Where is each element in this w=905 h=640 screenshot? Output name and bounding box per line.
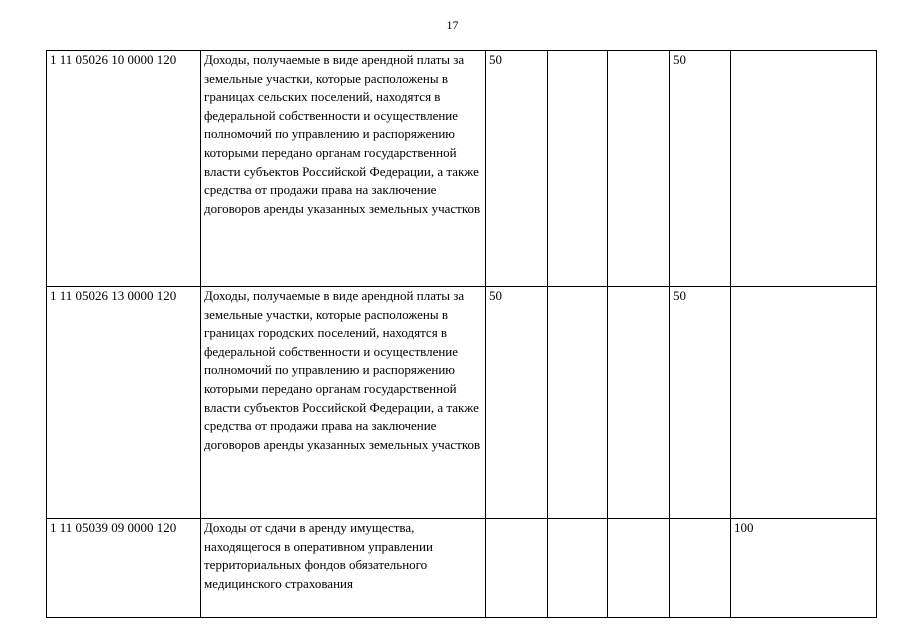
amount-cell-1 [486, 519, 548, 618]
revenue-code-cell: 1 11 05026 13 0000 120 [47, 287, 201, 519]
revenue-code-cell: 1 11 05026 10 0000 120 [47, 51, 201, 287]
amount-cell-3 [608, 287, 670, 519]
table-row [47, 519, 877, 618]
amount-cell-1: 50 [486, 287, 548, 519]
amount-cell-3 [608, 51, 670, 287]
amount-cell-2 [548, 519, 608, 618]
table-row [47, 287, 877, 519]
revenue-code-cell: 1 11 05039 09 0000 120 [47, 519, 201, 618]
revenue-description-cell: Доходы, получаемые в виде арендной платы за земельные участки, которые расположены в границах сельских поселений, находятся в федеральной собственности и осуществление полномочий по управлению и распоряжению которыми передано органам государственной власти субъектов Российской Федерации, а также средства от продажи права на заключение договоров аренды указанных земельных участков [201, 51, 486, 287]
revenue-description-cell: Доходы, получаемые в виде арендной платы за земельные участки, которые расположены в границах городских поселений, находятся в федеральной собственности и осуществление полномочий по управлению и распоряжению которыми передано органам государственной власти субъектов Российской Федерации, а также средства от продажи права на заключение договоров аренды указанных земельных участков [201, 287, 486, 519]
amount-cell-1: 50 [486, 51, 548, 287]
table-row [47, 51, 877, 287]
amount-cell-4: 50 [670, 51, 731, 287]
amount-cell-5 [731, 287, 877, 519]
amount-cell-4: 50 [670, 287, 731, 519]
amount-cell-4 [670, 519, 731, 618]
page-number: 17 [446, 18, 459, 32]
amount-cell-3 [608, 519, 670, 618]
amount-cell-2 [548, 287, 608, 519]
amount-cell-5 [731, 51, 877, 287]
revenue-table [46, 50, 877, 618]
amount-cell-5: 100 [731, 519, 877, 618]
revenue-description-cell: Доходы от сдачи в аренду имущества, находящегося в оперативном управлении территориальных фондов обязательного медицинского страхования [201, 519, 486, 618]
amount-cell-2 [548, 51, 608, 287]
